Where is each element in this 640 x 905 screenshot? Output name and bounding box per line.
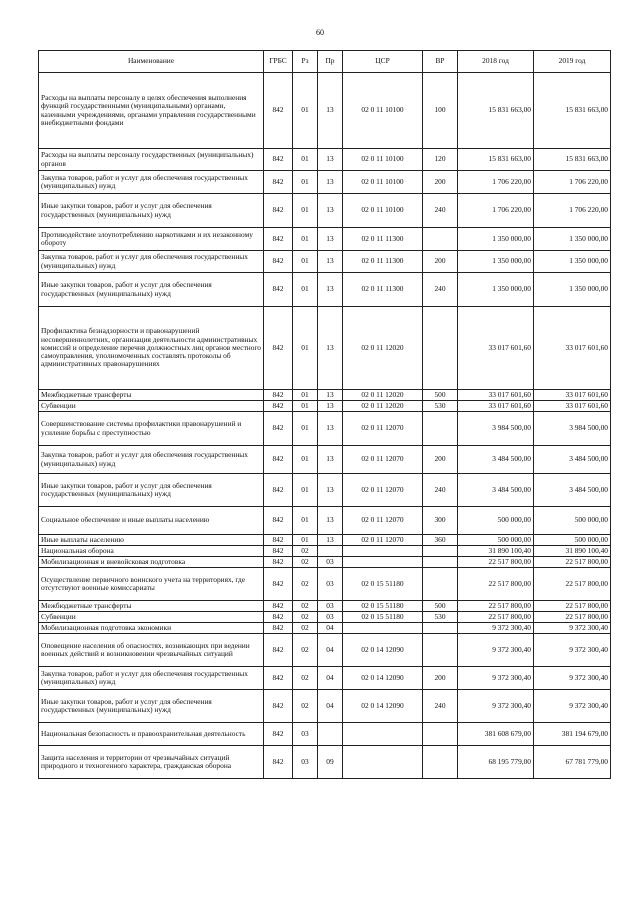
cell-2019: 22 517 800,00: [534, 568, 611, 601]
cell-csr: [343, 546, 423, 557]
cell-pr: [318, 723, 343, 746]
cell-rz: 01: [293, 474, 318, 507]
cell-csr: 02 0 11 10100: [343, 149, 423, 171]
cell-2019: 33 017 601,60: [534, 401, 611, 412]
cell-2019: 15 831 663,00: [534, 149, 611, 171]
cell-vr: 530: [423, 401, 458, 412]
cell-pr: 13: [318, 412, 343, 446]
cell-vr: [423, 546, 458, 557]
cell-csr: 02 0 11 10100: [343, 171, 423, 194]
cell-name: Иные выплаты населению: [39, 535, 264, 546]
table-row: [39, 723, 611, 746]
cell-pr: 13: [318, 307, 343, 390]
cell-2018: 33 017 601,60: [458, 401, 534, 412]
table-row: [39, 623, 611, 634]
cell-grbs: 842: [264, 401, 293, 412]
cell-grbs: 842: [264, 535, 293, 546]
cell-csr: 02 0 11 12070: [343, 535, 423, 546]
cell-csr: [343, 723, 423, 746]
cell-csr: 02 0 11 12020: [343, 307, 423, 390]
cell-2018: 500 000,00: [458, 535, 534, 546]
page-number: 60: [316, 28, 324, 37]
cell-rz: 01: [293, 446, 318, 474]
cell-grbs: 842: [264, 307, 293, 390]
cell-grbs: 842: [264, 723, 293, 746]
cell-csr: 02 0 14 12090: [343, 667, 423, 690]
cell-name: Национальная оборона: [39, 546, 264, 557]
cell-pr: 04: [318, 634, 343, 667]
cell-2018: 15 831 663,00: [458, 149, 534, 171]
cell-vr: 240: [423, 273, 458, 307]
cell-name: Национальная безопасность и правоохранительная деятельность: [39, 723, 264, 746]
cell-vr: 530: [423, 612, 458, 623]
cell-2019: 33 017 601,60: [534, 307, 611, 390]
cell-2018: 500 000,00: [458, 507, 534, 535]
cell-csr: 02 0 11 10100: [343, 194, 423, 228]
column-header-name: Наименование: [39, 51, 264, 73]
cell-name: Субвенции: [39, 401, 264, 412]
cell-name: Иные закупки товаров, работ и услуг для обеспечения государственных (муниципальных) нужд: [39, 194, 264, 228]
cell-rz: 02: [293, 612, 318, 623]
cell-grbs: 842: [264, 390, 293, 401]
cell-csr: 02 0 11 12070: [343, 474, 423, 507]
cell-csr: 02 0 11 11300: [343, 273, 423, 307]
column-header-rz: Рз: [293, 51, 318, 73]
table-body: [39, 73, 611, 779]
cell-csr: 02 0 11 12020: [343, 401, 423, 412]
cell-2019: 9 372 300,40: [534, 690, 611, 723]
cell-name: Иные закупки товаров, работ и услуг для обеспечения государственных (муниципальных) нужд: [39, 273, 264, 307]
table-row: [39, 634, 611, 667]
cell-vr: 200: [423, 251, 458, 273]
cell-grbs: 842: [264, 746, 293, 779]
cell-grbs: 842: [264, 568, 293, 601]
cell-vr: [423, 228, 458, 251]
cell-2018: 1 706 220,00: [458, 194, 534, 228]
cell-2019: 67 781 779,00: [534, 746, 611, 779]
cell-pr: 13: [318, 474, 343, 507]
cell-grbs: 842: [264, 507, 293, 535]
table-row: [39, 149, 611, 171]
table-row: [39, 557, 611, 568]
cell-csr: 02 0 11 10100: [343, 73, 423, 149]
cell-csr: 02 0 15 51180: [343, 601, 423, 612]
cell-2018: 68 195 779,00: [458, 746, 534, 779]
cell-2019: 1 706 220,00: [534, 171, 611, 194]
column-header-csr: ЦСР: [343, 51, 423, 73]
table-row: [39, 251, 611, 273]
cell-2018: 3 484 500,00: [458, 446, 534, 474]
table-row: [39, 73, 611, 149]
cell-name: Мобилизационная подготовка экономики: [39, 623, 264, 634]
cell-pr: 13: [318, 446, 343, 474]
cell-vr: [423, 568, 458, 601]
cell-2018: 381 608 679,00: [458, 723, 534, 746]
cell-2019: 9 372 300,40: [534, 634, 611, 667]
cell-vr: [423, 746, 458, 779]
column-header-2019: 2019 год: [534, 51, 611, 73]
cell-grbs: 842: [264, 251, 293, 273]
cell-rz: 01: [293, 149, 318, 171]
cell-rz: 02: [293, 690, 318, 723]
cell-rz: 01: [293, 73, 318, 149]
cell-pr: 04: [318, 690, 343, 723]
cell-name: Расходы на выплаты персоналу государственных (муниципальных) органов: [39, 149, 264, 171]
cell-csr: 02 0 15 51180: [343, 568, 423, 601]
cell-pr: 13: [318, 194, 343, 228]
cell-rz: 01: [293, 194, 318, 228]
column-header-2018: 2018 год: [458, 51, 534, 73]
cell-name: Закупка товаров, работ и услуг для обеспечения государственных (муниципальных) нужд: [39, 251, 264, 273]
cell-pr: 09: [318, 746, 343, 779]
table-row: [39, 401, 611, 412]
table-row: [39, 412, 611, 446]
cell-csr: 02 0 11 12070: [343, 446, 423, 474]
budget-table: [38, 50, 611, 779]
cell-rz: 02: [293, 601, 318, 612]
table-row: [39, 474, 611, 507]
cell-2018: 1 350 000,00: [458, 251, 534, 273]
cell-2018: 33 017 601,60: [458, 307, 534, 390]
cell-name: Иные закупки товаров, работ и услуг для обеспечения государственных (муниципальных) нужд: [39, 474, 264, 507]
column-header-vr: ВР: [423, 51, 458, 73]
cell-vr: 100: [423, 73, 458, 149]
cell-rz: 02: [293, 667, 318, 690]
cell-name: Оповещение населения об опасностях, возникающих при ведении военных действий и возникновении чрезвычайных ситуаций: [39, 634, 264, 667]
cell-grbs: 842: [264, 171, 293, 194]
cell-vr: 240: [423, 194, 458, 228]
cell-rz: 02: [293, 546, 318, 557]
cell-vr: [423, 557, 458, 568]
cell-csr: 02 0 14 12090: [343, 634, 423, 667]
cell-grbs: 842: [264, 194, 293, 228]
cell-2018: 3 484 500,00: [458, 474, 534, 507]
cell-name: Закупка товаров, работ и услуг для обеспечения государственных (муниципальных) нужд: [39, 446, 264, 474]
cell-2019: 33 017 601,60: [534, 390, 611, 401]
cell-name: Защита населения и территории от чрезвычайных ситуаций природного и техногенного характера, гражданская оборона: [39, 746, 264, 779]
cell-2019: 9 372 300,40: [534, 667, 611, 690]
cell-name: Мобилизационная и вневойсковая подготовка: [39, 557, 264, 568]
cell-grbs: 842: [264, 557, 293, 568]
cell-2018: 9 372 300,40: [458, 623, 534, 634]
cell-2018: 15 831 663,00: [458, 73, 534, 149]
cell-pr: 13: [318, 251, 343, 273]
cell-grbs: 842: [264, 601, 293, 612]
cell-rz: 01: [293, 390, 318, 401]
cell-csr: [343, 557, 423, 568]
cell-2018: 1 350 000,00: [458, 273, 534, 307]
cell-rz: 02: [293, 557, 318, 568]
cell-rz: 01: [293, 307, 318, 390]
cell-vr: 300: [423, 507, 458, 535]
cell-rz: 03: [293, 746, 318, 779]
cell-grbs: 842: [264, 228, 293, 251]
cell-pr: 03: [318, 601, 343, 612]
cell-rz: 01: [293, 171, 318, 194]
cell-pr: 04: [318, 667, 343, 690]
cell-vr: 120: [423, 149, 458, 171]
table-row: [39, 546, 611, 557]
cell-grbs: 842: [264, 73, 293, 149]
cell-rz: 02: [293, 623, 318, 634]
cell-2018: 31 890 100,40: [458, 546, 534, 557]
cell-2019: 22 517 800,00: [534, 601, 611, 612]
cell-rz: 01: [293, 535, 318, 546]
cell-grbs: 842: [264, 149, 293, 171]
cell-vr: 200: [423, 171, 458, 194]
table-row: [39, 612, 611, 623]
cell-grbs: 842: [264, 546, 293, 557]
cell-rz: 03: [293, 723, 318, 746]
cell-name: Совершенствование системы профилактики правонарушений и усиление борьбы с преступностью: [39, 412, 264, 446]
cell-2019: 1 706 220,00: [534, 194, 611, 228]
cell-2018: 1 350 000,00: [458, 228, 534, 251]
cell-pr: [318, 546, 343, 557]
cell-rz: 01: [293, 401, 318, 412]
cell-vr: [423, 634, 458, 667]
cell-2019: 1 350 000,00: [534, 228, 611, 251]
cell-2019: 9 372 300,40: [534, 623, 611, 634]
cell-name: Закупка товаров, работ и услуг для обеспечения государственных (муниципальных) нужд: [39, 667, 264, 690]
cell-2018: 22 517 800,00: [458, 568, 534, 601]
cell-pr: 03: [318, 557, 343, 568]
cell-2019: 1 350 000,00: [534, 251, 611, 273]
cell-name: Противодействие злоупотреблению наркотиками и их незаконному обороту: [39, 228, 264, 251]
cell-2018: 9 372 300,40: [458, 667, 534, 690]
cell-name: Профилактика безнадзорности и правонарушений несовершеннолетних, организация деятельности административных комиссий и определение перечня должностных лиц органов местного самоуправления, уполномоченных составлять протоколы об административных правонарушениях: [39, 307, 264, 390]
cell-2018: 22 517 800,00: [458, 601, 534, 612]
cell-vr: [423, 723, 458, 746]
cell-name: Социальное обеспечение и иные выплаты населению: [39, 507, 264, 535]
cell-vr: [423, 307, 458, 390]
cell-2019: 3 984 500,00: [534, 412, 611, 446]
table-row: [39, 273, 611, 307]
table-row: [39, 535, 611, 546]
cell-grbs: 842: [264, 412, 293, 446]
cell-csr: [343, 623, 423, 634]
cell-vr: 200: [423, 446, 458, 474]
cell-2019: 31 890 100,40: [534, 546, 611, 557]
table-row: [39, 307, 611, 390]
cell-pr: 03: [318, 612, 343, 623]
cell-2018: 9 372 300,40: [458, 690, 534, 723]
cell-rz: 01: [293, 412, 318, 446]
cell-2018: 22 517 800,00: [458, 557, 534, 568]
cell-pr: 13: [318, 273, 343, 307]
cell-name: Закупка товаров, работ и услуг для обеспечения государственных (муниципальных) нужд: [39, 171, 264, 194]
table-row: [39, 667, 611, 690]
cell-2018: 22 517 800,00: [458, 612, 534, 623]
cell-2019: 15 831 663,00: [534, 73, 611, 149]
cell-vr: 500: [423, 601, 458, 612]
cell-vr: 360: [423, 535, 458, 546]
cell-csr: 02 0 11 11300: [343, 251, 423, 273]
cell-csr: [343, 746, 423, 779]
cell-pr: 04: [318, 623, 343, 634]
cell-vr: 240: [423, 474, 458, 507]
cell-vr: 240: [423, 690, 458, 723]
cell-csr: 02 0 11 12020: [343, 390, 423, 401]
cell-2019: 3 484 500,00: [534, 474, 611, 507]
cell-grbs: 842: [264, 446, 293, 474]
cell-grbs: 842: [264, 474, 293, 507]
cell-csr: 02 0 11 11300: [343, 228, 423, 251]
cell-pr: 13: [318, 171, 343, 194]
cell-pr: 13: [318, 535, 343, 546]
cell-name: Осуществление первичного воинского учета на территориях, где отсутствуют военные комиссариаты: [39, 568, 264, 601]
cell-rz: 01: [293, 228, 318, 251]
cell-rz: 01: [293, 273, 318, 307]
cell-2019: 500 000,00: [534, 507, 611, 535]
cell-csr: 02 0 11 12070: [343, 507, 423, 535]
cell-2019: 22 517 800,00: [534, 557, 611, 568]
table-row: [39, 507, 611, 535]
cell-grbs: 842: [264, 273, 293, 307]
cell-rz: 02: [293, 568, 318, 601]
table-row: [39, 601, 611, 612]
cell-pr: 13: [318, 401, 343, 412]
cell-2019: 3 484 500,00: [534, 446, 611, 474]
column-header-grbs: ГРБС: [264, 51, 293, 73]
cell-pr: 13: [318, 507, 343, 535]
cell-grbs: 842: [264, 612, 293, 623]
table-row: [39, 690, 611, 723]
cell-name: Межбюджетные трансферты: [39, 390, 264, 401]
cell-name: Иные закупки товаров, работ и услуг для обеспечения государственных (муниципальных) нужд: [39, 690, 264, 723]
cell-vr: [423, 412, 458, 446]
cell-2018: 33 017 601,60: [458, 390, 534, 401]
cell-rz: 01: [293, 507, 318, 535]
cell-rz: 02: [293, 634, 318, 667]
table-row: [39, 171, 611, 194]
table-row: [39, 446, 611, 474]
cell-vr: 200: [423, 667, 458, 690]
table-row: [39, 568, 611, 601]
column-header-pr: Пр: [318, 51, 343, 73]
cell-2019: 381 194 679,00: [534, 723, 611, 746]
cell-pr: 13: [318, 228, 343, 251]
cell-2019: 500 000,00: [534, 535, 611, 546]
cell-vr: 500: [423, 390, 458, 401]
table-row: [39, 390, 611, 401]
cell-grbs: 842: [264, 690, 293, 723]
table-row: [39, 194, 611, 228]
cell-grbs: 842: [264, 667, 293, 690]
cell-pr: 13: [318, 390, 343, 401]
cell-2018: 3 984 500,00: [458, 412, 534, 446]
cell-name: Межбюджетные трансферты: [39, 601, 264, 612]
cell-pr: 03: [318, 568, 343, 601]
cell-2019: 22 517 800,00: [534, 612, 611, 623]
table-row: [39, 228, 611, 251]
cell-rz: 01: [293, 251, 318, 273]
cell-name: Субвенции: [39, 612, 264, 623]
cell-2018: 1 706 220,00: [458, 171, 534, 194]
table-row: [39, 746, 611, 779]
cell-name: Расходы на выплаты персоналу в целях обеспечения выполнения функций государственными (муниципальными) органами, казенными учреждениями, органами управления государственными внебюджетными фондами: [39, 73, 264, 149]
cell-pr: 13: [318, 149, 343, 171]
cell-vr: [423, 623, 458, 634]
cell-pr: 13: [318, 73, 343, 149]
cell-grbs: 842: [264, 623, 293, 634]
cell-2019: 1 350 000,00: [534, 273, 611, 307]
cell-csr: 02 0 15 51180: [343, 612, 423, 623]
cell-csr: 02 0 11 12070: [343, 412, 423, 446]
cell-grbs: 842: [264, 634, 293, 667]
cell-csr: 02 0 14 12090: [343, 690, 423, 723]
cell-2018: 9 372 300,40: [458, 634, 534, 667]
table-header-row: [39, 51, 611, 73]
